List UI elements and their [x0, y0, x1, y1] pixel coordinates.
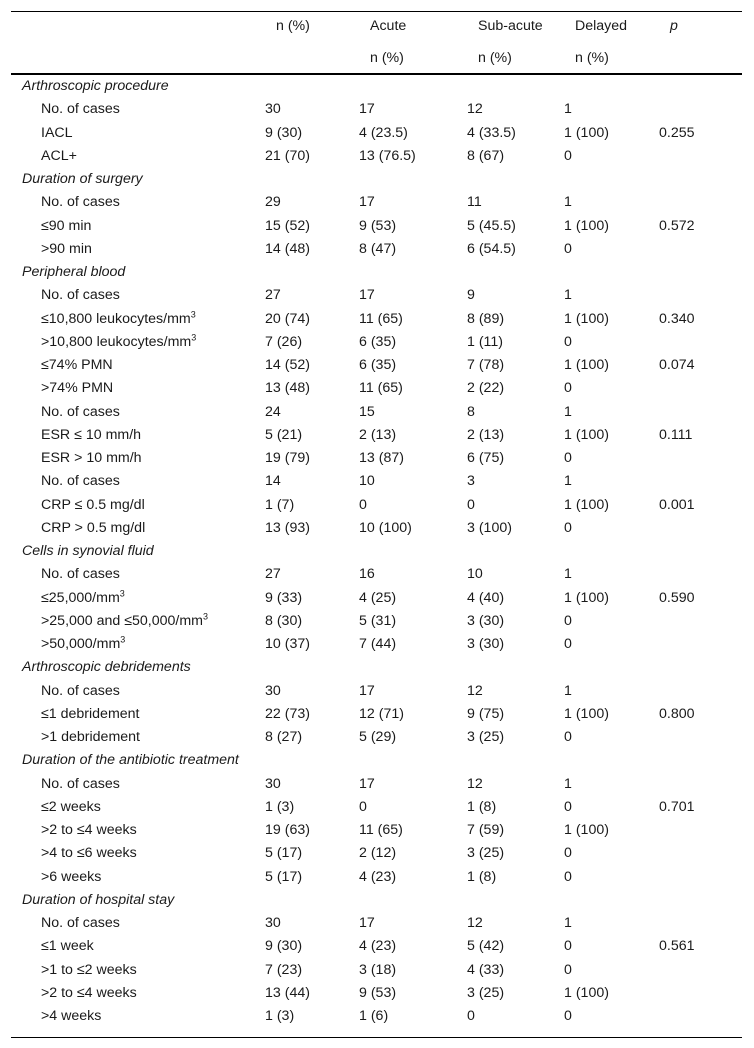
cell-delayed: 1 — [564, 566, 572, 583]
table-top-rule — [11, 11, 742, 12]
cell-n-pct: 30 — [265, 915, 281, 931]
cell-n-pct: 10 (37) — [265, 636, 310, 652]
cell-acute: 4 (25) — [359, 589, 397, 606]
cell-p-value — [659, 377, 742, 400]
cell-n-pct: 7 (23) — [265, 961, 303, 978]
cell-p-value — [659, 842, 742, 865]
cell-delayed: 1 (100) — [564, 589, 609, 606]
cell-delayed: 0 — [564, 147, 572, 164]
cell-delayed: 1 — [564, 473, 572, 490]
cell-subacute: 3 (100) — [467, 519, 512, 536]
cell-delayed: 0 — [564, 380, 572, 397]
table-row — [11, 982, 742, 1005]
cell-subacute: 5 (45.5) — [467, 217, 516, 234]
cell-n-pct: 27 — [265, 566, 281, 583]
cell-acute: 4 (23) — [359, 868, 397, 885]
cell-subacute: 3 (25) — [467, 845, 505, 862]
cell-label: ≤2 weeks — [41, 798, 101, 815]
cell-acute: 11 (65) — [359, 822, 403, 838]
cell-n-pct: 5 (17) — [265, 868, 303, 885]
table-row — [11, 819, 742, 842]
table-row — [11, 331, 742, 354]
cell-n-pct: 22 (73) — [265, 705, 310, 722]
cell-delayed: 1 — [564, 194, 572, 211]
table-row — [11, 796, 742, 819]
cell-subacute: 3 (30) — [467, 612, 505, 629]
cell-p-value — [659, 819, 742, 842]
cell-n-pct: 30 — [265, 101, 281, 118]
cell-p-value — [659, 191, 742, 214]
cell-subacute: 4 (33) — [467, 961, 505, 978]
cell-acute: 10 — [359, 473, 375, 490]
cell-p-value — [659, 726, 742, 749]
cell-delayed: 0 — [564, 240, 572, 257]
table-row — [11, 401, 742, 424]
cell-n-pct: 1 (3) — [265, 1008, 295, 1024]
cell-p-value — [659, 284, 742, 307]
cell-subacute: 8 (67) — [467, 147, 505, 164]
cell-p-value — [659, 470, 742, 493]
cell-subacute: 8 (89) — [467, 310, 505, 327]
header-n-pct: n (%) — [276, 18, 310, 34]
cell-label: >6 weeks — [41, 868, 102, 885]
cell-acute: 4 (23.5) — [359, 124, 408, 141]
cell-n-pct: 19 (79) — [265, 450, 310, 466]
cell-delayed: 0 — [564, 636, 572, 652]
cell-acute: 17 — [359, 101, 375, 118]
cell-delayed: 1 (100) — [564, 217, 609, 234]
section-header-row — [11, 168, 742, 191]
cell-acute: 0 — [359, 798, 367, 815]
cell-delayed: 0 — [564, 1008, 572, 1024]
cell-acute: 2 (13) — [359, 426, 397, 443]
header-subacute: Sub-acute — [478, 18, 543, 34]
section-title: Duration of the antibiotic treatment — [22, 752, 239, 769]
cell-p-value — [659, 633, 742, 656]
cell-delayed: 1 — [564, 915, 572, 931]
cell-subacute: 10 — [467, 566, 483, 583]
table-row — [11, 912, 742, 935]
section-header-row — [11, 75, 742, 98]
header-p-value: p — [670, 18, 678, 34]
cell-delayed: 0 — [564, 450, 572, 466]
cell-p-value: 0.701 — [659, 798, 695, 815]
table-row — [11, 633, 742, 656]
cell-label: No. of cases — [41, 775, 120, 792]
cell-p-value: 0.800 — [659, 705, 695, 722]
cell-p-value — [659, 238, 742, 261]
section-title: Arthroscopic debridements — [22, 659, 191, 676]
table-row — [11, 377, 742, 400]
cell-delayed: 1 — [564, 775, 572, 792]
table-row — [11, 354, 742, 377]
cell-delayed: 0 — [564, 333, 572, 350]
cell-delayed: 1 (100) — [564, 426, 609, 443]
cell-acute: 6 (35) — [359, 357, 397, 373]
table-row — [11, 1005, 742, 1028]
section-title: Peripheral blood — [22, 264, 126, 280]
results-table-body — [11, 75, 742, 1028]
cell-delayed: 1 — [564, 287, 572, 304]
cell-label: CRP > 0.5 mg/dl — [41, 519, 146, 536]
cell-subacute: 12 — [467, 775, 483, 792]
cell-n-pct: 7 (26) — [265, 333, 303, 350]
cell-p-value — [659, 563, 742, 586]
cell-delayed: 1 — [564, 403, 572, 420]
cell-acute: 4 (23) — [359, 938, 397, 955]
cell-n-pct: 15 (52) — [265, 217, 310, 234]
cell-n-pct: 5 (17) — [265, 845, 303, 862]
cell-label: No. of cases — [41, 287, 120, 304]
cell-p-value — [659, 1005, 742, 1028]
cell-acute: 17 — [359, 915, 375, 931]
cell-label: No. of cases — [41, 473, 120, 490]
cell-n-pct: 24 — [265, 403, 281, 420]
section-title: Cells in synovial fluid — [22, 543, 154, 559]
cell-label: >74% PMN — [41, 380, 114, 397]
cell-subacute: 9 — [467, 287, 475, 304]
header-acute-unit: n (%) — [370, 50, 404, 66]
cell-subacute: 2 (13) — [467, 426, 505, 443]
cell-acute: 2 (12) — [359, 845, 397, 862]
cell-acute: 1 (6) — [359, 1008, 389, 1024]
table-row — [11, 447, 742, 470]
cell-acute: 10 (100) — [359, 519, 412, 536]
cell-p-value — [659, 610, 742, 633]
cell-n-pct: 9 (33) — [265, 589, 303, 606]
cell-subacute: 6 (54.5) — [467, 240, 516, 257]
cell-label: ESR ≤ 10 mm/h — [41, 426, 142, 443]
cell-p-value — [659, 331, 742, 354]
cell-label: ≤10,800 leukocytes/$mm^3$ — [41, 308, 196, 327]
cell-label: ≤74% PMN — [41, 357, 113, 373]
table-row — [11, 610, 742, 633]
cell-delayed: 1 (100) — [564, 705, 609, 722]
cell-acute: 8 (47) — [359, 240, 397, 257]
cell-delayed: 0 — [564, 845, 572, 862]
cell-label: >10,800 leukocytes/$mm^3$ — [41, 332, 197, 350]
cell-n-pct: 19 (63) — [265, 822, 310, 838]
cell-acute: 16 — [359, 566, 375, 583]
cell-label: >1 to ≤2 weeks — [41, 961, 137, 978]
exponent: 3 — [119, 587, 125, 598]
header-delayed: Delayed — [575, 18, 628, 34]
cell-delayed: 1 (100) — [564, 822, 609, 838]
table-row — [11, 122, 742, 145]
cell-acute: 7 (44) — [359, 636, 397, 652]
cell-p-value — [659, 912, 742, 935]
cell-p-value — [659, 773, 742, 796]
cell-subacute: 3 (30) — [467, 636, 505, 652]
cell-label: >4 weeks — [41, 1008, 102, 1024]
header-subacute-unit: n (%) — [478, 50, 512, 66]
cell-acute: 17 — [359, 194, 375, 211]
cell-n-pct: 30 — [265, 775, 281, 792]
cell-subacute: 0 — [467, 1008, 475, 1024]
cell-subacute: 7 (78) — [467, 357, 505, 373]
cell-subacute: 1 (8) — [467, 798, 497, 815]
cell-n-pct: 8 (30) — [265, 612, 303, 629]
cell-p-value — [659, 98, 742, 121]
cell-label: IACL — [41, 124, 73, 141]
table-row — [11, 191, 742, 214]
header-delayed-unit: n (%) — [575, 50, 609, 66]
cell-label: ≤1 debridement — [41, 705, 140, 722]
exponent: 3 — [120, 634, 126, 645]
cell-acute: 17 — [359, 287, 375, 304]
cell-label: No. of cases — [41, 403, 120, 420]
cell-subacute: 3 (25) — [467, 729, 505, 745]
cell-subacute: 0 — [467, 496, 475, 513]
cell-acute: 9 (53) — [359, 984, 397, 1001]
cell-subacute: 1 (8) — [467, 868, 497, 885]
cell-acute: 6 (35) — [359, 333, 397, 350]
table-row — [11, 842, 742, 865]
cell-subacute: 4 (40) — [467, 589, 505, 606]
cell-p-value — [659, 517, 742, 540]
cell-subacute: 8 — [467, 403, 475, 420]
cell-acute: 5 (31) — [359, 612, 397, 629]
table-row — [11, 726, 742, 749]
cell-acute: 13 (76.5) — [359, 147, 416, 164]
cell-subacute: 12 — [467, 915, 483, 931]
cell-acute: 5 (29) — [359, 729, 397, 745]
cell-acute: 0 — [359, 496, 367, 513]
cell-acute: 17 — [359, 682, 375, 699]
cell-p-value: 0.340 — [659, 310, 695, 327]
table-row — [11, 215, 742, 238]
exponent: 3 — [190, 308, 196, 319]
cell-acute: 13 (87) — [359, 450, 404, 466]
cell-n-pct: 30 — [265, 682, 281, 699]
cell-p-value — [659, 959, 742, 982]
exponent: 3 — [191, 332, 197, 343]
section-title: Duration of hospital stay — [22, 891, 175, 908]
cell-p-value — [659, 982, 742, 1005]
table-bottom-rule — [11, 1037, 742, 1038]
table-row — [11, 587, 742, 610]
cell-n-pct: 13 (93) — [265, 519, 310, 536]
cell-n-pct: 14 (52) — [265, 357, 310, 373]
section-header-row — [11, 749, 742, 772]
cell-acute: 17 — [359, 775, 375, 792]
table-row — [11, 703, 742, 726]
cell-acute: 15 — [359, 403, 375, 420]
cell-n-pct: 20 (74) — [265, 310, 310, 327]
cell-n-pct: 27 — [265, 287, 281, 304]
cell-subacute: 3 (25) — [467, 984, 505, 1001]
table-row — [11, 238, 742, 261]
cell-label: ≤1 week — [41, 938, 94, 955]
cell-p-value: 0.111 — [659, 426, 693, 443]
cell-label: >2 to ≤4 weeks — [41, 822, 137, 838]
section-header-row — [11, 261, 742, 284]
cell-label: ACL+ — [41, 147, 77, 164]
cell-n-pct: 13 (44) — [265, 984, 310, 1001]
cell-label: $>50,000/mm^3$ — [41, 634, 126, 652]
cell-delayed: 1 (100) — [564, 124, 609, 141]
cell-label: $\le 25,000/mm^3$ — [41, 587, 125, 606]
cell-n-pct: 14 (48) — [265, 240, 310, 257]
table-row — [11, 935, 742, 958]
cell-delayed: 1 (100) — [564, 496, 609, 513]
cell-delayed: 0 — [564, 729, 572, 745]
cell-subacute: 9 (75) — [467, 705, 505, 722]
cell-acute: 11 (65) — [359, 380, 403, 397]
cell-delayed: 0 — [564, 612, 572, 629]
section-header-row — [11, 656, 742, 679]
cell-subacute: 6 (75) — [467, 450, 505, 466]
cell-acute: 12 (71) — [359, 705, 404, 722]
table-row — [11, 424, 742, 447]
cell-delayed: 1 (100) — [564, 984, 609, 1001]
cell-n-pct: 1 (7) — [265, 496, 295, 513]
cell-delayed: 1 (100) — [564, 357, 609, 373]
cell-label: ≤90 min — [41, 217, 92, 234]
cell-p-value — [659, 145, 742, 168]
cell-n-pct: 8 (27) — [265, 729, 303, 745]
table-row — [11, 773, 742, 796]
cell-p-value — [659, 401, 742, 424]
table-row — [11, 308, 742, 331]
cell-p-value — [659, 447, 742, 470]
cell-label: >4 to ≤6 weeks — [41, 845, 137, 862]
section-header-row — [11, 540, 742, 563]
cell-n-pct: 9 (30) — [265, 124, 303, 141]
cell-label: >25,000 and $\le 50,000/mm^3$ — [41, 611, 209, 629]
section-title: Duration of surgery — [22, 171, 143, 187]
cell-delayed: 1 (100) — [564, 310, 609, 327]
table-row — [11, 145, 742, 168]
table-row — [11, 98, 742, 121]
cell-delayed: 0 — [564, 961, 572, 978]
header-acute: Acute — [370, 18, 407, 34]
cell-subacute: 2 (22) — [467, 380, 505, 397]
cell-label: No. of cases — [41, 194, 120, 211]
cell-p-value — [659, 866, 742, 889]
table-row — [11, 680, 742, 703]
table-row — [11, 866, 742, 889]
cell-subacute: 5 (42) — [467, 938, 505, 955]
cell-label: No. of cases — [41, 101, 120, 118]
cell-label: >1 debridement — [41, 729, 140, 745]
cell-p-value — [659, 680, 742, 703]
cell-subacute: 11 — [467, 194, 482, 211]
cell-label: >2 to ≤4 weeks — [41, 984, 137, 1001]
cell-delayed: 0 — [564, 938, 572, 955]
cell-acute: 11 (65) — [359, 310, 403, 327]
cell-subacute: 12 — [467, 101, 483, 118]
cell-subacute: 4 (33.5) — [467, 124, 516, 141]
cell-n-pct: 9 (30) — [265, 938, 303, 955]
cell-subacute: 1 (11) — [467, 333, 504, 350]
cell-delayed: 1 — [564, 682, 572, 699]
cell-label: No. of cases — [41, 566, 120, 583]
table-row — [11, 284, 742, 307]
table-row — [11, 517, 742, 540]
exponent: 3 — [203, 611, 209, 622]
cell-label: No. of cases — [41, 682, 120, 699]
table-row — [11, 470, 742, 493]
cell-p-value: 0.590 — [659, 589, 695, 606]
section-header-row — [11, 889, 742, 912]
cell-n-pct: 13 (48) — [265, 380, 310, 397]
cell-n-pct: 14 — [265, 473, 281, 490]
cell-n-pct: 29 — [265, 194, 281, 211]
section-title: Arthroscopic procedure — [22, 78, 169, 94]
cell-p-value: 0.572 — [659, 217, 695, 234]
cell-p-value: 0.001 — [659, 496, 695, 513]
cell-delayed: 0 — [564, 519, 572, 536]
cell-label: No. of cases — [41, 915, 120, 931]
cell-label: ESR > 10 mm/h — [41, 450, 142, 466]
cell-n-pct: 5 (21) — [265, 426, 303, 443]
cell-p-value: 0.255 — [659, 124, 695, 141]
table-row — [11, 959, 742, 982]
cell-subacute: 3 — [467, 473, 475, 490]
cell-subacute: 7 (59) — [467, 822, 505, 838]
cell-delayed: 1 — [564, 101, 572, 118]
cell-acute: 3 (18) — [359, 961, 397, 978]
results-table — [11, 75, 742, 1028]
cell-label: >90 min — [41, 240, 92, 257]
table-row — [11, 494, 742, 517]
cell-delayed: 0 — [564, 798, 572, 815]
cell-n-pct: 1 (3) — [265, 798, 295, 815]
cell-acute: 9 (53) — [359, 217, 397, 234]
cell-n-pct: 21 (70) — [265, 147, 310, 164]
cell-label: CRP ≤ 0.5 mg/dl — [41, 496, 145, 513]
cell-delayed: 0 — [564, 868, 572, 885]
cell-subacute: 12 — [467, 682, 483, 699]
cell-p-value: 0.561 — [659, 938, 695, 955]
cell-p-value: 0.074 — [659, 357, 695, 373]
table-row — [11, 563, 742, 586]
